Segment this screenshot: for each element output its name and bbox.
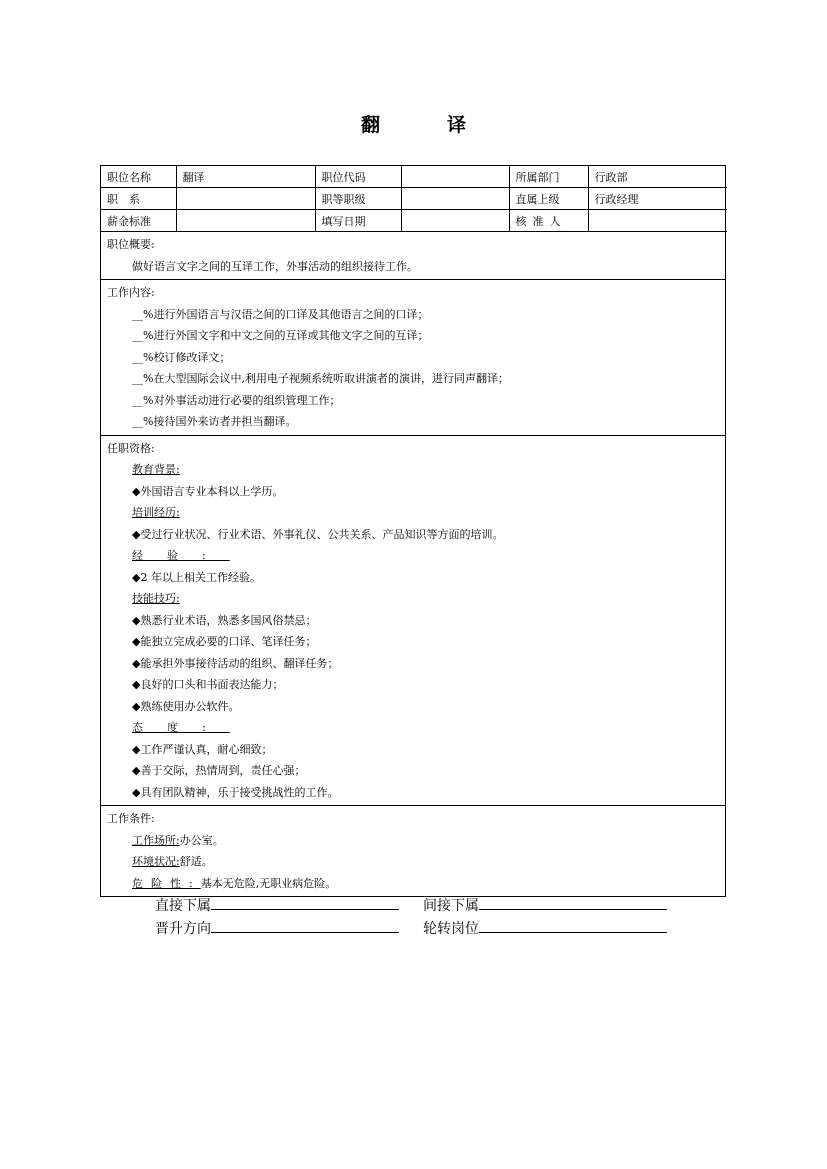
value-salary: [176, 210, 315, 232]
rotation-blank: [479, 918, 667, 933]
attitude-item: ◆善于交际，热情周到，责任心强；: [132, 764, 306, 777]
label-department: 所属部门: [509, 166, 588, 188]
conditions-title: 工作条件:: [107, 812, 155, 825]
duty-item: __%对外事活动进行必要的组织管理工作；: [132, 393, 341, 407]
label-job-series: 职 系: [101, 188, 176, 210]
label-position-name: 职位名称: [101, 166, 176, 188]
promotion-blank: [211, 918, 399, 933]
environment-label: 环境状况:: [132, 855, 180, 868]
skill-item: ◆能独立完成必要的口译、笔译任务；: [132, 635, 317, 648]
condition-place: [101, 830, 725, 852]
value-grade: [401, 188, 509, 210]
training-label: 培训经历:: [132, 506, 180, 519]
label-approver: 核准人: [509, 210, 588, 232]
condition-environment: [101, 851, 725, 873]
value-position-code: [401, 166, 509, 188]
environment-value: 舒适。: [179, 855, 213, 868]
place-value: 办公室。: [179, 833, 224, 847]
conditions-section: [101, 806, 725, 896]
header-row: [101, 188, 727, 210]
duties-title: 工作内容:: [107, 286, 155, 299]
footer-row: [155, 895, 675, 918]
value-department: 行政部: [588, 166, 727, 188]
label-salary: 薪金标准: [101, 210, 176, 232]
duty-item: __%在大型国际会议中,利用电子视频系统听取讲演者的演讲，进行同声翻译；: [132, 372, 509, 385]
value-position-name: 翻译: [176, 166, 315, 188]
label-position-code: 职位代码: [315, 166, 401, 188]
risk-label: 危险性:: [132, 876, 201, 890]
direct-subordinate-label: 直接下属: [155, 898, 211, 914]
footer-relations: [155, 895, 675, 941]
indirect-subordinate-label: 间接下属: [423, 898, 479, 914]
value-job-series: [176, 188, 315, 210]
skill-item: ◆熟练使用办公软件。: [132, 699, 240, 713]
header-row: [101, 210, 727, 232]
attitude-label: 态度:: [132, 721, 230, 734]
duties-section: [101, 280, 725, 436]
label-fill-date: 填写日期: [315, 210, 401, 232]
direct-subordinate-blank: [211, 895, 399, 910]
risk-value: 基本无危险,无职业病危险。: [200, 876, 337, 890]
job-description-form: [100, 165, 726, 897]
label-grade: 职等职级: [315, 188, 401, 210]
experience-label: 经验:: [132, 549, 230, 562]
rotation-label: 轮转岗位: [423, 921, 479, 937]
duty-item: __%进行外国文字和中文之间的互译或其他文字之间的互译；: [132, 329, 429, 342]
duty-item: __%校订修改译文；: [132, 350, 231, 364]
promotion-label: 晋升方向: [155, 921, 211, 937]
experience-item: ◆2 年以上相关工作经验。: [132, 570, 261, 584]
qualifications-section: [101, 436, 725, 807]
skill-item: ◆能承担外事接待活动的组织、翻译任务；: [132, 656, 339, 670]
page-title: 翻 译: [360, 114, 490, 136]
value-approver: [588, 210, 727, 232]
skill-item: ◆熟悉行业术语，熟悉多国风俗禁忌；: [132, 613, 317, 627]
footer-row: [155, 918, 675, 941]
summary-title: 职位概要:: [107, 238, 155, 251]
duty-item: __%进行外国语言与汉语之间的口译及其他语言之间的口译；: [132, 307, 429, 321]
place-label: 工作场所:: [132, 833, 180, 847]
value-fill-date: [401, 210, 509, 232]
label-supervisor: 直属上级: [509, 188, 588, 210]
attitude-item: ◆具有团队精神，乐于接受挑战性的工作。: [132, 785, 339, 799]
education-item: ◆外国语言专业本科以上学历。: [132, 484, 284, 498]
indirect-subordinate-blank: [479, 895, 667, 910]
value-supervisor: 行政经理: [588, 188, 727, 210]
qualifications-title: 任职资格:: [107, 441, 155, 455]
attitude-item: ◆工作严谨认真，耐心细致；: [132, 742, 273, 756]
skills-label: 技能技巧:: [132, 592, 180, 605]
education-label: 教育背景:: [132, 463, 180, 476]
training-item: ◆受过行业状况、行业术语、外事礼仪、公共关系、产品知识等方面的培训。: [132, 527, 504, 541]
summary-text: 做好语言文字之间的互译工作，外事活动的组织接待工作。: [132, 259, 418, 273]
duty-item: __%接待国外来访者并担当翻译。: [132, 415, 297, 428]
header-table: [101, 166, 727, 232]
condition-risk: [101, 873, 725, 895]
header-row: [101, 166, 727, 188]
summary-section: [101, 232, 725, 280]
skill-item: ◆良好的口头和书面表达能力；: [132, 678, 284, 691]
